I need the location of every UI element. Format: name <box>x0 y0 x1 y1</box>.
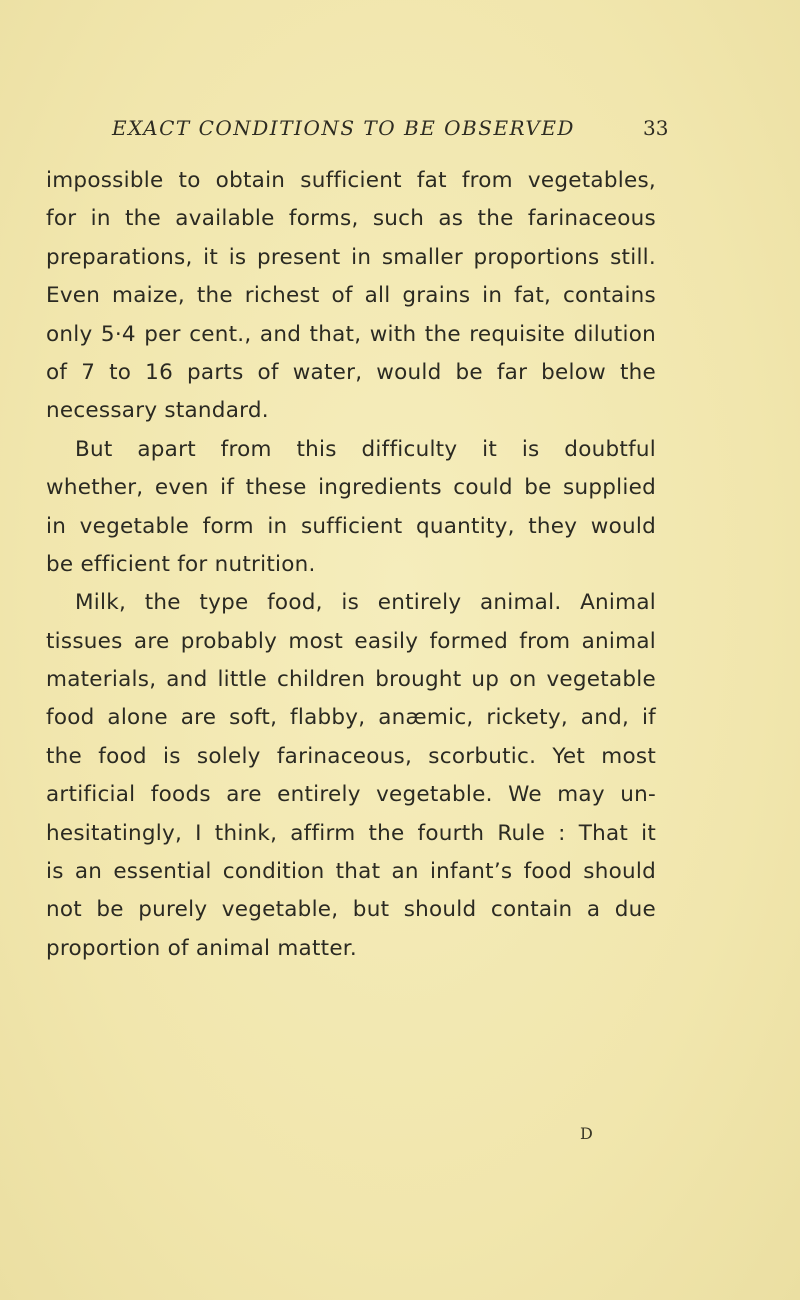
text-line: be efficient for nutrition. <box>46 551 316 577</box>
text-line: of 7 to 16 parts of water, would be far below the <box>46 359 656 385</box>
running-title: EXACT CONDITIONS TO BE OBSERVED <box>112 116 575 140</box>
body-text <box>46 162 656 968</box>
text-line: Even maize, the richest of all grains in fat, contains <box>46 283 656 309</box>
text-line: Milk, the type food, is entirely animal. Animal <box>75 590 656 616</box>
text-line: hesitatingly, I think, affirm the fourth Rule : That it <box>46 820 656 846</box>
text-line: in vegetable form in sufficient quantity, they would <box>46 513 656 539</box>
running-head <box>112 116 672 148</box>
text-line: only 5·4 per cent., and that, with the requisite dilution <box>46 321 656 347</box>
text-line: food alone are soft, flabby, anæmic, rickety, and, if <box>46 705 656 731</box>
text-line: impossible to obtain sufficient fat from vegetables, <box>46 168 656 193</box>
signature-mark: D <box>580 1124 593 1143</box>
text-line: the food is solely farinaceous, scorbutic. Yet most <box>46 743 656 769</box>
text-line: whether, even if these ingredients could be supplied <box>46 475 656 501</box>
text-line: materials, and little children brought up on vegetable <box>46 667 656 693</box>
text-line: is an essential condition that an infant’s food should <box>46 859 656 885</box>
text-line: for in the available forms, such as the farinaceous <box>46 206 656 232</box>
text-line: proportion of animal matter. <box>46 935 357 961</box>
text-line: tissues are probably most easily formed from animal <box>46 628 656 654</box>
page-number: 33 <box>643 116 669 140</box>
text-line: preparations, it is present in smaller proportions still. <box>46 244 656 270</box>
text-line: not be purely vegetable, but should contain a due <box>46 897 656 923</box>
text-line: But apart from this difficulty it is doubtful <box>75 436 656 462</box>
text-line: artificial foods are entirely vegetable. We may un- <box>46 782 656 808</box>
text-line: necessary standard. <box>46 398 269 424</box>
